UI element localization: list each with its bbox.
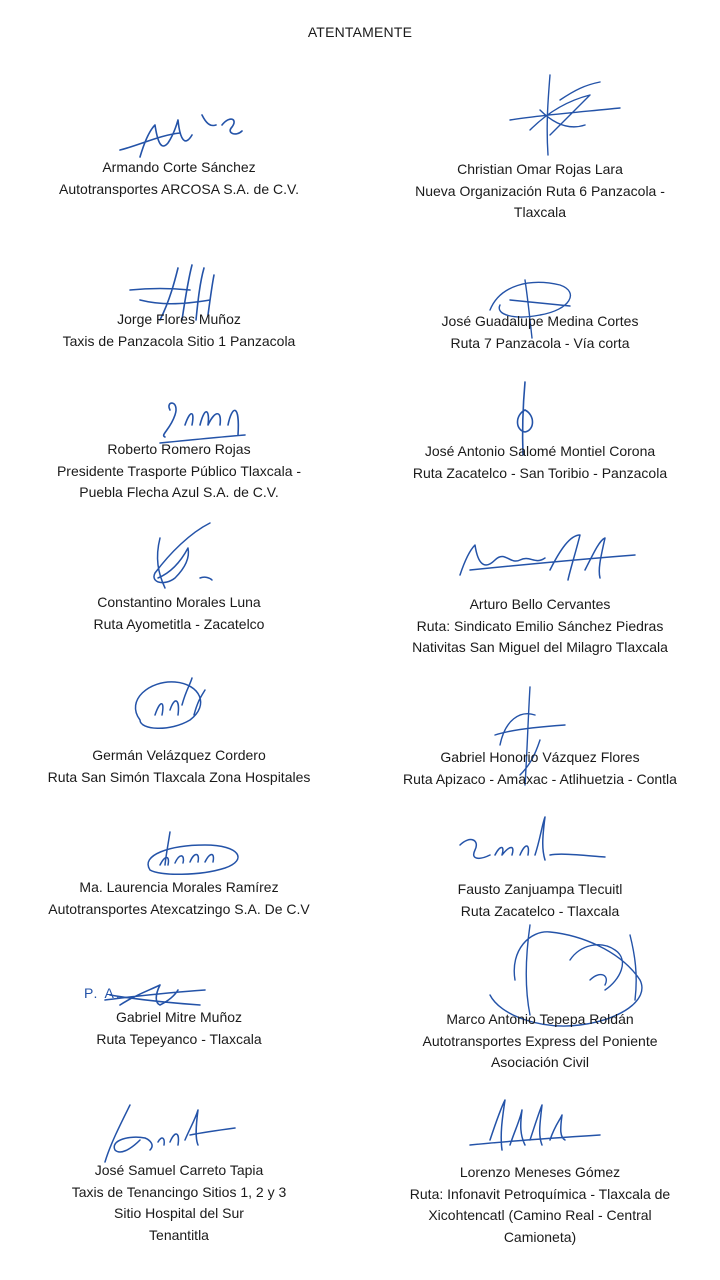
signatory-affiliation: Asociación Civil (490, 1054, 590, 1070)
signature-fausto-zanjuampa (450, 815, 610, 875)
signatory-name: Jorge Flores Muñoz (117, 311, 241, 327)
signatory-right-1 (360, 159, 720, 224)
signatory-affiliation: Camioneta) (503, 1228, 577, 1245)
signatory-right-6 (360, 879, 720, 922)
signatory-right-8 (360, 1162, 720, 1248)
signatory-name: Arturo Bello Cervantes (469, 596, 611, 612)
signatory-affiliation: Autotransportes Express del Poniente (422, 1032, 658, 1049)
signatory-affiliation: Sitio Hospital del Sur (114, 1205, 244, 1221)
signatory-left-7 (0, 1007, 358, 1050)
signature-armando-corte (110, 105, 250, 165)
signatory-affiliation: Tenantitla (149, 1226, 209, 1243)
signatory-name: José Samuel Carreto Tapia (94, 1162, 264, 1178)
signatory-affiliation: Ruta Zacatelco - Tlaxcala (460, 902, 620, 919)
signatory-affiliation: Tlaxcala (513, 204, 567, 220)
signatory-affiliation: Ruta Zacatelco - San Toribio - Panzacola (412, 464, 668, 481)
signatory-name: Fausto Zanjuampa Tlecuitl (457, 881, 623, 897)
signatory-affiliation: Nativitas San Miguel del Milagro Tlaxcala (412, 639, 668, 655)
signature-arturo-bello (450, 530, 640, 590)
signatory-left-4 (0, 592, 358, 635)
signatory-right-7 (360, 1009, 720, 1074)
signatory-affiliation: Ruta Apizaco - Amaxac - Atlihuetzia - Contla (403, 770, 677, 787)
signatory-name: Roberto Romero Rojas (107, 441, 251, 457)
signatory-left-3 (0, 439, 358, 504)
signatory-affiliation: Autotransportes Atexcatzingo S.A. De C.V (48, 900, 310, 917)
signatory-name: Marco Antonio Tepepa Roldán (446, 1011, 634, 1027)
signature-christian-rojas (490, 70, 630, 160)
signatory-name: Gabriel Honorio Vázquez Flores (440, 749, 640, 765)
signatory-affiliation: Taxis de Tenancingo Sitios 1, 2 y 3 (71, 1183, 287, 1200)
signatory-right-4 (360, 594, 720, 659)
signatory-name: Germán Velázquez Cordero (92, 747, 266, 763)
signatory-left-5 (0, 745, 358, 788)
signatory-affiliation: Xicohtencatl (Camino Real - Central (428, 1207, 652, 1223)
signatory-name: José Guadalupe Medina Cortes (441, 313, 639, 329)
signatory-left-1 (0, 157, 358, 200)
signatory-name: Armando Corte Sánchez (102, 159, 256, 175)
initials-pa: P. A. (84, 985, 122, 1001)
signatory-affiliation: Ruta Ayometitla - Zacatelco (93, 615, 265, 632)
signatory-name: Constantino Morales Luna (97, 594, 261, 610)
signatory-right-5 (360, 747, 720, 790)
signatory-affiliation: Ruta 7 Panzacola - Vía corta (450, 334, 630, 351)
signatory-affiliation: Ruta: Sindicato Emilio Sánchez Piedras (416, 617, 664, 634)
signatory-right-2 (360, 311, 720, 354)
signatory-right-3 (360, 441, 720, 484)
signatory-affiliation: Taxis de Panzacola Sitio 1 Panzacola (62, 332, 296, 349)
signatory-name: Christian Omar Rojas Lara (457, 161, 623, 177)
signatory-affiliation: Nueva Organización Ruta 6 Panzacola - (415, 182, 665, 199)
signature-lorenzo-meneses (450, 1095, 610, 1165)
signatory-affiliation: Autotransportes ARCOSA S.A. de C.V. (59, 180, 299, 197)
closing-title: ATENTAMENTE (307, 24, 413, 40)
signatory-name: Lorenzo Meneses Gómez (459, 1164, 621, 1180)
signatory-left-8 (0, 1160, 358, 1246)
signatory-affiliation: Ruta Tepeyanco - Tlaxcala (96, 1030, 262, 1047)
signatory-name: Ma. Laurencia Morales Ramírez (79, 879, 279, 895)
signatory-name: José Antonio Salomé Montiel Corona (424, 443, 656, 459)
signature-constantino-morales (130, 518, 230, 593)
signatory-affiliation: Ruta San Simón Tlaxcala Zona Hospitales (47, 768, 311, 785)
signatory-affiliation: Presidente Trasporte Público Tlaxcala - (56, 462, 302, 479)
signature-laurencia-morales (130, 830, 250, 880)
signatory-affiliation: Puebla Flecha Azul S.A. de C.V. (79, 484, 279, 500)
signatory-left-6 (0, 877, 358, 920)
signatory-left-2 (0, 309, 358, 352)
signatory-affiliation: Ruta: Infonavit Petroquímica - Tlaxcala de (409, 1185, 671, 1202)
signature-german-velazquez (120, 670, 220, 740)
signatory-name: Gabriel Mitre Muñoz (115, 1009, 243, 1025)
